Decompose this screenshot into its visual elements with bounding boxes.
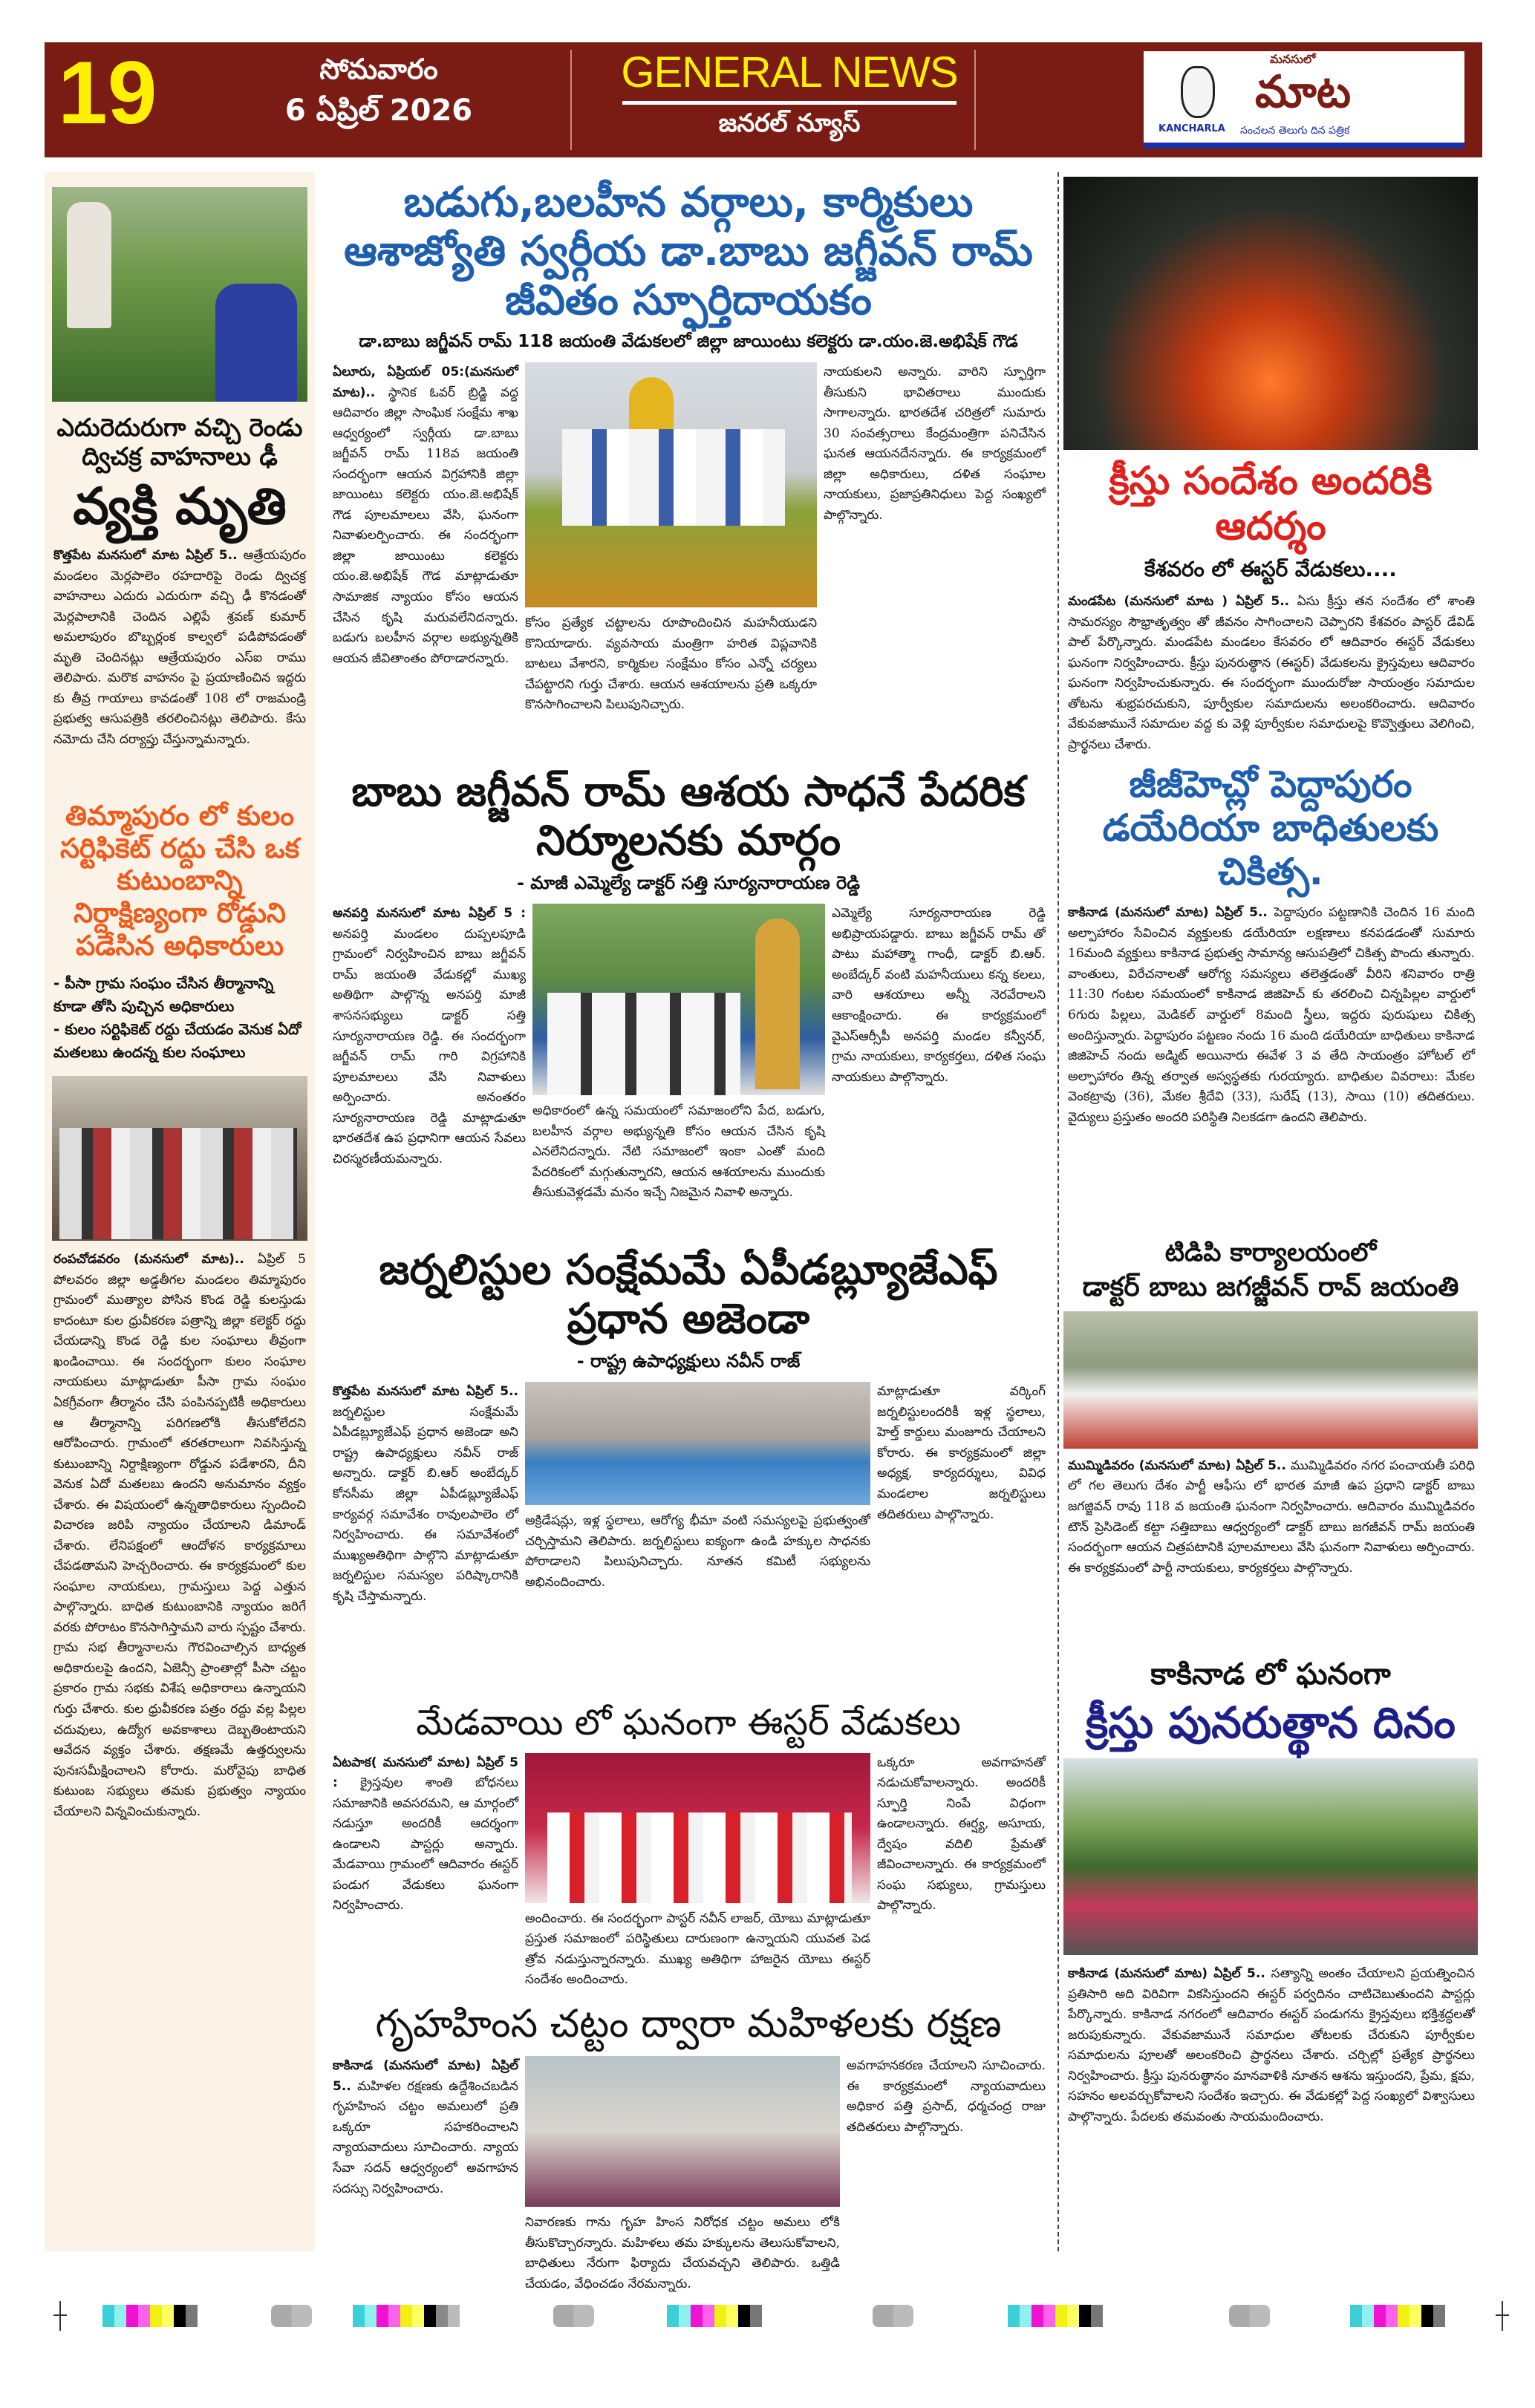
tdp-section [1063, 1238, 1478, 1650]
newspaper-logo[interactable] [1144, 51, 1464, 149]
caste-photo [52, 1076, 307, 1241]
easter-headline: మేడవాయి లో ఘనంగా ఈస్టర్ వేడుకలు [416, 1702, 961, 1743]
article-body: ఏసు క్రీస్తు తన సందేశం లో శాంతి సామరస్యం సౌభ్రాతృత్వం తో జీవనం సాగించాలని చెప్పారని కేశవరం పాస్టర్ డేవిడ్ పాల్ పేర్కొన్నారు. మండపేట మండలం కేసవరం లో ఆదివారం ఈస్టర్ వేడుకలు ఘనంగా నిర్వహించారు. క్రీస్తు పునరుత్థాన (ఈస్టర్) వేడుకలను క్రైస్తవులు ఆదివారం ఘనంగా నిర్వహించుకున్నారు. ఈ సందర్భంగా ముందురోజు సాయంత్రం సమాదుల తోటను శుభ్రపరచుకుని, పూర్వీకుల సమాదులను అలంకరించారు. ఆదివారం వేకువజామునే సమాదుల వద్ద కు వెళ్లి పూర్వీకుల సమాధులపై కొవ్వొత్తులు వెలిగించి, ప్రార్థనలు చేశారు. [1068, 594, 1476, 752]
accident-photo [52, 187, 307, 402]
caste-bullets [53, 972, 306, 1064]
jagjivan-col3: నాయకులని అన్నారు. వారిని స్ఫూర్తిగా తీసుకుని భావితరాలు ముందుకు సాగాలన్నారు. భారతదేశ చరిత్రలో సుమారు 30 సంవత్సరాలు కేంద్రమంత్రిగా పనిచేసిన ఘనత ఆయనదేనన్నారు. ఈ కార్యక్రమంలో జిల్లా అధికారులు, దళిత సంఘాల నాయకులు, ప్రజాప్రతినిధులు పెద్ద సంఖ్యలో పాల్గొన్నారు. [824, 365, 1046, 523]
logo-title: మాట [1255, 66, 1352, 118]
dateline: ఏటపాక( మనసులో మాట) ఏప్రిల్ 5 : [333, 1755, 518, 1791]
jagjivan-col1 [333, 362, 518, 669]
poverty-section [327, 768, 1050, 1236]
color-bar [102, 2305, 198, 2327]
bullet-item: - పీసా గ్రామ సంఘం చేసిన తీర్మానాన్ని కూడా తోసి పుచ్చిన అధికారులు [53, 974, 274, 1016]
section-title-te: జనరల్ న్యూస్ [718, 108, 861, 138]
divider [974, 50, 976, 150]
domestic-section [327, 2002, 1050, 2294]
poverty-photo [532, 904, 825, 1095]
tdp-headline: డాక్టర్ బాబు జగజ్జీవన్ రావ్ జయంతి [1082, 1272, 1459, 1303]
gray-patch [553, 2305, 594, 2327]
article-body: మహిళల రక్షణకు ఉద్దేశించబడిన గృహహింస చట్టం అమలులో ప్రతి ఒక్కరూ సహకరించాలని న్యాయవాదులు సూచించారు. న్యాయ సేవా సదన్ ఆధ్వర్యంలో అవగాహన సదస్సు నిర్వహించారు. [333, 2078, 518, 2196]
column-divider [1057, 172, 1059, 2251]
dateline: కొత్తపేట మనసులో మాట ఏప్రిల్ 5.. [53, 548, 238, 564]
masthead-date: 6 ఏప్రిల్ 2026 [284, 93, 473, 128]
article-body: స్థానిక ఓవర్ బ్రిడ్జి వద్ద ఆదివారం జిల్లా సాంఘిక సంక్షేమ శాఖ ఆధ్వర్యంలో స్వర్గీయ డా.బాబు జగ్జీవన్ రామ్ 118వ జయంతి సందర్భంగా ఆయన విగ్రహానికి జిల్లా జాయింటు కలెక్టరు యం.జె.అభిషేక్ గౌడ పూలమాలలు వేసి, ఘనంగా నివాళులర్పించారు. ఈ సందర్భంగా జిల్లా జాయింటు కలెక్టరు యం.జె.అభిషేక్ గౌడ మాట్లాడుతూ సామాజిక న్యాయం కోసం ఆయన చేసిన కృషి మరువలేనిదన్నారు. బడుగు బలహీన వర్గాల అభ్యున్నతికి ఆయన జీవితాంతం పోరాడారన్నారు. [333, 385, 518, 666]
dateline: కాకినాడ (మనసులో మాట) ఏప్రిల్ 5.. [1068, 1965, 1265, 1981]
section-underline [622, 101, 956, 105]
article-body: క్రైస్తవుల శాంతి బోధనలు సమాజానికి అవసరమని, ఆ మార్గంలో నడుస్తూ అందరికీ ఆదర్శంగా ఉండాలని పాస్టర్లు అన్నారు. మేడవాయి గ్రామంలో ఆదివారం ఈస్టర్ పండుగ వేడుకలు ఘనంగా నిర్వహించారు. [333, 1775, 518, 1913]
kakinada-section [1063, 1657, 1478, 2127]
logo-tagline: సంచలన తెలుగు దిన పత్రిక [1240, 125, 1350, 137]
bullet-item: - కులం సర్టిఫికెట్ రద్దు చేయడం వెనుక ఏదో మతలబు ఉందన్న కుల సంఘాలు [53, 1020, 302, 1062]
article-body: అనపర్తి మండలం దుప్పలపూడి గ్రామంలో నిర్వహించిన బాబు జగ్జీవన్ రామ్ జయంతి వేడుకల్లో ముఖ్య అతిథిగా పాల్గొన్న అనపర్తి మాజీ శాసనసభ్యులు డాక్టర్ సత్తి సూర్యనారాయణ రెడ్డి. ఈ సందర్భంగా జగ్జీవన్ రామ్ గారి విగ్రహానికి పూలమాలలు వేసి నివాళులు అర్పించారు. అనంతరం సూర్యనారాయణ రెడ్డి మాట్లాడుతూ భారతదేశ ఉప ప్రధానిగా ఆయన సేవలు చిరస్మరణీయమన్నారు. [333, 926, 526, 1167]
poverty-headline: బాబు జగ్జీవన్ రామ్ ఆశయ సాధనే పేదరిక నిర్మూలనకు మార్గం [351, 768, 1026, 866]
kakinada-headline-small: కాకినాడ లో ఘనంగా [1150, 1657, 1391, 1692]
kakinada-article [1068, 1964, 1475, 2127]
domestic-col1 [333, 2056, 518, 2199]
domestic-col3: అవగాహనకరణ చేయాలని సూచించారు. ఈ కార్యక్రమంలో న్యాయవాదులు అధికార పత్తి ప్రసాద్, ధర్మచంద్ర రాజు తదితరులు పాల్గొన్నారు. [847, 2058, 1046, 2135]
color-bar [353, 2305, 460, 2327]
left-column [49, 187, 310, 1822]
diarrhea-headline: జీజీహెచ్లో పెద్దాపురం డయేరియా బాధితులకు చికిత్స. [1102, 763, 1439, 894]
kakinada-headline: క్రీస్తు పునరుత్థాన దినం [1086, 1697, 1456, 1748]
caste-article [53, 1250, 306, 1822]
easter-col1 [333, 1753, 518, 1916]
dateline: ముమ్మిడివరం (మనసులో మాట) ఏప్రిల్ 5.. [1068, 1458, 1286, 1473]
portrait-icon [1181, 66, 1215, 118]
color-bar [667, 2305, 762, 2327]
accident-headline-small: ఎదురెదురుగా వచ్చి రెండు ద్విచక్ర వాహనాలు ఢీ [56, 413, 303, 471]
dateline: అనపర్తి మనసులో మాట ఏప్రిల్ 5 : [333, 906, 526, 921]
easter-col3: ఒక్కరూ అవగాహనతో నడుచుకోవాలన్నారు. అందరికీ స్ఫూర్తి నింపే విధంగా ఉండాలన్నారు. ఈర్ష్య, అసూయ, ద్వేషం వదిలి ప్రేమతో జీవించాలన్నారు. ఈ కార్యక్రమంలో సంఘ సభ్యులు, గ్రామస్తులు పాల్గొన్నారు. [877, 1755, 1046, 1913]
gray-patch [873, 2305, 913, 2327]
article-body: పెద్దాపురం పట్టణానికి చెందిన 16 మంది అల్పాహారం సేవించిన వ్యక్తులకు డయేరియా లక్షణాలు కనపడడంతో సుమారు 16మంది వ్యక్తులు కాకినాడ ప్రభుత్వ సామాన్య ఆసుపత్రిలో చికిత్స పొందు తున్నారు. వాంతులు, విరేచనాలతో ఆరోగ్య సమస్యలు తలెత్తడంతో వీరిని శనివారం రాత్రి 11:30 గంటల సమయంలో కాకినాడ జిజిహెచ్ కు తరలించి చిన్నపిల్లల వార్డులో 6గురు పిల్లలు, మెడికల్ వార్డులో 8మంది స్త్రీలు, ఇద్దరు పురుషులు చికిత్స అందిస్తున్నారు. పెద్దాపురం పట్టణం నందు 16 మంది డయేరియా బాధితులు కాకినాడ జిజిహెచ్ నందు అడ్మిట్ అయినారు ఈవేళ 3 వ తేది సాయంత్రం హోటల్ లో అల్పాహారం తిన్న తర్వాత అస్వస్థతకు గురయ్యారు. బాధితుల వివరాలు: మేకల వెంకట్రావు (36), మేకల శ్రీదేవి (33), సురేష్ (13), సాయి (10) తదితరులు. వైద్యులు ప్రస్తుతం అందరి పరిస్థితి నిలకడగా ఉందని తెలిపారు. [1068, 905, 1475, 1125]
poverty-subhead: - మాజీ ఎమ్మెల్యే డాక్టర్ సత్తి సూర్యనారాయణ రెడ్డి [516, 872, 861, 894]
dateline: ఏలూరు, ఏప్రియల్ 05:(మనసులో మాట).. [333, 365, 518, 400]
logo-small: మనసులో [1270, 52, 1316, 66]
article-body: ముమ్మిడివరం నగర పంచాయతీ పరిధి లో గల తెలుగు దేశం పార్టీ ఆఫీసు లో భారత మాజీ ఉప ప్రధాని డాక్టర్ బాబు జగజ్జివన్ రావు 118 వ జయంతి ఘనంగా నిర్వహించారు. ఆదివారం ముమ్మిడివరం టౌన్ ప్రెసిడెంట్ కట్టా సత్తిబాబు ఆధ్వర్యంలో డాక్టర్ బాబు జగజీవన్ రామ్ జయంతి సందర్భంగా ఆయన చిత్రపటానికి పూలమాలలు వేసి ఘనంగా నివాళులు అర్పించారు. ఈ కార్యక్రమంలో పార్టీ నాయకులు, కార్యకర్తలు పాల్గొన్నారు. [1068, 1458, 1475, 1576]
tdp-headline-small: టిడిపి కార్యాలయంలో [1164, 1238, 1377, 1268]
article-body: ఆత్రేయపురం మండలం మెర్లపాలెం రహదారిపై రెండు ద్విచక్ర వాహనాలు ఎదురు ఎదురుగా వచ్చి ఢీ కొనడంతో మెర్లపాలానికి చెందిన ఎల్లిపే శ్రవణ్ కుమార్ అమలాపురం బొబ్బర్లంక కాల్వలో పడిపోవడంతో మృతి చెందినట్లు ఆత్రేయపురం ఎస్ఐ రాము తెలిపారు. మరొక వాహనం పై ప్రయాణించిన ఇద్దరు కు తీవ్ర గాయాలు కావడంతో 108 లో రాజమండ్రి ప్రభుత్వ ఆసుపత్రికి తరలించినట్లు తెలిపారు. కేసు నమోదు చేసి దర్యాప్తు చేస్తున్నామన్నారు. [53, 548, 306, 747]
right-column [1063, 177, 1478, 2127]
section-title-en: GENERAL NEWS [621, 48, 958, 97]
diarrhea-section [1063, 763, 1478, 1230]
jagjivan-section [327, 178, 1050, 757]
domestic-headline: గృహహింస చట్టం ద్వారా మహిళలకు రక్షణ [375, 2002, 1002, 2046]
accident-section [49, 402, 310, 788]
domestic-col2: నివారణకు గాను గృహ హింస నిరోధక చట్టం అమలు లోకి తీసుకొచ్చారన్నారు. మహిళలు తమ హక్కులను తెలుసుకోవాలని, బాధితులు నేరుగా ఫిర్యాదు చేయవచ్చని తెలిపారు. ఒత్తిడి చేయడం, వేధించడం నేరమన్నారు. [525, 2215, 840, 2291]
easter-col2: అందించారు. ఈ సందర్భంగా పాస్టర్ నవీన్ లాజర్, యోబు మాట్లాడుతూ ప్రస్తుత సమాజంలో పరిస్థితులు దారుణంగా ఉన్నాయని యువత పెడ త్రోవ నడుస్తున్నారన్నారు. ముఖ్య అతిథిగా హాజరైన యోబు ఈస్టర్ సందేశం అందించారు. [525, 1911, 870, 1988]
tdp-photo [1063, 1311, 1478, 1449]
dateline: మండపేట (మనసులో మాట ) ఏప్రిల్ 5.. [1068, 594, 1290, 610]
journalists-col2: అక్రిడేషన్లు, ఇళ్ల స్థలాలు, ఆరోగ్య భీమా వంటి సమస్యలపై ప్రభుత్వంతో చర్చిస్తామని తెలిపారు. జర్నలిస్టులు ఐక్యంగా ఉండి హక్కుల సాధనకు పోరాడాలని పిలుపునిచ్చారు. నూతన కమిటీ సభ్యులను అభినందించారు. [525, 1513, 870, 1590]
color-bar [1350, 2305, 1445, 2327]
jagjivan-subhead: డా.బాబు జగ్జీవన్ రామ్ 118 జయంతి వేడుకలలో జిల్లా జాయింటు కలెక్టరు డా.యం.జె.అభిషేక్ గౌడ [359, 332, 1018, 352]
gray-patch [1229, 2305, 1270, 2327]
accident-article [53, 546, 306, 750]
diarrhea-article [1068, 903, 1475, 1128]
keshavaram-subhead: కేశవరం లో ఈస్టర్ వేడుకలు.... [1144, 556, 1397, 581]
journalists-headline: జర్నలిస్టుల సంక్షేమమే ఏపీడబ్ల్యూజేఎఫ్ ప్రధాన అజెండా [379, 1246, 998, 1344]
journalists-photo [525, 1382, 870, 1505]
masthead-datebox [215, 53, 542, 128]
domestic-photo [525, 2056, 840, 2207]
journalists-col3: మాట్లాడుతూ వర్కింగ్ జర్నలిస్టులందరికీ ఇళ్ల స్థలాలు, హెల్త్ కార్డులు మంజూరు చేయాలని కోరారు. ఈ కార్యక్రమంలో జిల్లా అధ్యక్ష, కార్యదర్శులు, వివిధ మండలాల జర్నలిస్టులు తదితరులు పాల్గొన్నారు. [877, 1384, 1046, 1522]
section-title-box [615, 48, 964, 138]
registration-mark [59, 2301, 61, 2331]
jagjivan-headline: బడుగు,బలహీన వర్గాలు, కార్మికులు ఆశాజ్యోతి స్వర్గీయ డా.బాబు జగ్జీవన్ రామ్ జీవితం స్ఫూర్తిదాయకం [344, 178, 1033, 325]
poverty-col2: అధికారంలో ఉన్న సమయంలో సమాజంలోని పేద, బడుగు, బలహీన వర్గాల అభ్యున్నతి కోసం ఆయన చేసిన కృషి ఎనలేనిదన్నారు. నేటి సమాజంలో ఇంకా ఎంతో మంది పేదరికంలో మగ్గుతున్నారని, ఆయన ఆశయాలను ముందుకు తీసుకువెళ్లడమే మనం ఇచ్చే నిజమైన నివాళి అన్నారు. [532, 1103, 825, 1201]
article-body: ఏప్రిల్ 5 పోలవరం జిల్లా అడ్డతీగల మండలం తిమ్మాపురం గ్రామంలో ముత్యాల పోసిన కొండ రెడ్డి కులస్తుడు కాదంటూ కుల ధ్రువీకరణ పత్రాన్ని జిల్లా కలెక్టర్ రద్దు చేయడాన్ని కొండ రెడ్డి కుల సంఘాలు తీవ్రంగా ఖండించాయి. ఈ సందర్భంగా కులం సంఘాల నాయకులు మాట్లాడుతూ పీసా గ్రామ సంఘం ఏకగ్రీవంగా తీర్మానం చేసి పంపినప్పటికీ అధికారులు ఆ తీర్మానాన్ని పరిగణలోకి తీసుకోలేదని ఆరోపించారు. గ్రామంలో తరతరాలుగా నివసిస్తున్న కుటుంబాన్ని నిర్దాక్షిణ్యంగా రోడ్డున పడేశారని, దీని వెనుక ఏదో మతలబు ఉందని అనుమానం వ్యక్తం చేశారు. ఈ విషయంలో ఉన్నతాధికారులు స్పందించి విచారణ జరిపి న్యాయం చేయాలని డిమాండ్ చేశారు. లేనిపక్షంలో ఆందోళన కార్యక్రమాలు చేపడతామని హెచ్చరించారు. ఈ కార్యక్రమంలో కుల సంఘాల నాయకులు, గ్రామస్తులు పెద్ద ఎత్తున పాల్గొన్నారు. బాధిత కుటుంబానికి న్యాయం జరిగే వరకు పోరాటం కొనసాగిస్తామని వారు స్పష్టం చేశారు. గ్రామ సభ తీర్మానాలను గౌరవించాల్సిన బాధ్యత అధికారులపై ఉందని, ఏజెన్సీ ప్రాంతాల్లో పీసా చట్టం ప్రకారం గ్రామ సభకు విశేష అధికారాలు ఉన్నాయని గుర్తు చేశారు. కుల ధ్రువీకరణ పత్రం రద్దు వల్ల పిల్లల చదువులు, ఉద్యోగ అవకాశాలు దెబ్బతింటాయని ఆవేదన వ్యక్తం చేశారు. తక్షణమే ఉత్తర్వులను పునఃసమీక్షించాలని కోరారు. మరోవైపు బాధిత కుటుంబ సభ్యులు తమకు ప్రభుత్వం న్యాయం చేయాలని విన్నవించుకున్నారు. [53, 1252, 306, 1819]
keshavaram-headline: క్రీస్తు సందేశం అందరికి ఆదర్శం [1109, 459, 1433, 549]
dateline: కాకినాడ (మనసులో మాట) ఏప్రిల్ 5.. [1068, 905, 1268, 921]
dateline: కొత్తపేట మనసులో మాట ఏప్రిల్ 5.. [333, 1384, 518, 1400]
poverty-columns [327, 904, 1050, 1204]
middle-column [327, 178, 1050, 2294]
journalists-subhead: - రాష్ట్ర ఉపాధ్యక్షులు నవీన్ రాజ్ [576, 1351, 801, 1372]
gray-patch [271, 2305, 312, 2327]
logo-brand: KANCHARLA [1158, 123, 1225, 134]
keshavaram-photo [1063, 177, 1478, 450]
tdp-article [1068, 1456, 1475, 1579]
easter-section [327, 1702, 1050, 1991]
caste-headline: తిమ్మాపురం లో కులం సర్టిఫికెట్ రద్దు చేసి ఒక కుటుంబాన్ని నిర్దాక్షిణ్యంగా రోడ్డుని పడేసిన అధికారులు [59, 800, 300, 962]
article-body: జర్నలిస్టుల సంక్షేమమే ఏపీడబ్ల్యూజేఎఫ్ ప్రధాన అజెండా అని రాష్ట్ర ఉపాధ్యక్షులు నవీన్ రాజ్ అన్నారు. డాక్టర్ బి.ఆర్ అంబేద్కర్ కోనసీమ జిల్లా ఏపీడబ్ల్యూజేఎఫ్ కార్యవర్గ సమావేశం రావులపాలెం లో నిర్వహించారు. ఈ సమావేశంలో ముఖ్యఅతిథిగా పాల్గొని మాట్లాడుతూ జర్నలిస్టుల సమస్యల పరిష్కారానికి కృషి చేస్తామన్నారు. [333, 1404, 518, 1604]
poverty-col1 [333, 904, 526, 1169]
divider [570, 50, 572, 150]
accident-headline: వ్యక్తి మృతి [73, 477, 287, 536]
dateline: కాకినాడ (మనసులో మాట) ఏప్రిల్ 5.. [333, 2058, 518, 2094]
easter-photo [525, 1753, 870, 1903]
masthead [45, 42, 1482, 157]
journalists-section [327, 1246, 1050, 1691]
easter-columns [327, 1753, 1050, 1991]
domestic-columns [327, 2056, 1050, 2294]
journalists-columns [327, 1382, 1050, 1607]
color-bar [1008, 2305, 1103, 2327]
registration-mark [1502, 2301, 1503, 2331]
page-number: 19 [58, 43, 157, 143]
article-body: సత్యాన్ని అంతం చేయాలని ప్రయత్నించిన ప్రతిసారి అది విరివిగా వికసిస్తుందని ఈస్టర్ పర్వదినం చాటిచెబుతుందని పాస్టర్లు పేర్కొన్నారు. కాకినాడ నగరంలో ఆదివారం ఈస్టర్ పండుగను క్రైస్తవులు భక్తిశ్రద్ధలతో జరుపుకున్నారు. వేకువజామునే సమాధుల తోటలకు చేరుకుని పూర్వీకుల సమాధులను పూలతో అలంకరించి ప్రార్థనలు చేశారు. చర్చిల్లో ప్రత్యేక ప్రార్థనలు నిర్వహించారు. క్రీస్తు పునరుత్థానం మానవాళికి నూతన ఆశను ఇస్తుందని, ప్రేమ, క్షమ, సహనం అలవర్చుకోవాలని సందేశం ఇచ్చారు. ఈ వేడుకల్లో పెద్ద సంఖ్యలో విశ్వాసులు పాల్గొన్నారు. పేదలకు తమవంతు సాయమందించారు. [1068, 1965, 1475, 2124]
journalists-col1 [333, 1382, 518, 1607]
jagjivan-photo [525, 362, 817, 607]
jagjivan-col2: కోసం ప్రత్యేక చట్టాలను రూపొందించిన మహనీయుడని కొనియాడారు. వ్యవసాయ మంత్రిగా హరిత విప్లవానికి బాటలు వేశారని, కార్మికుల సంక్షేమం కోసం ఎన్నో చర్యలు చేపట్టారని గుర్తు చేశారు. ఆయన ఆశయాలను ప్రతి ఒక్కరూ కొనసాగించాలని పిలుపునిచ్చారు. [525, 616, 817, 713]
keshavaram-section [1063, 177, 1478, 755]
keshavaram-article [1068, 592, 1475, 755]
poverty-col3: ఎమ్మెల్యే సూర్యనారాయణ రెడ్డి అభిప్రాయపడ్డారు. బాబు జగ్జీవన్ రామ్ తో పాటు మహాత్మా గాంధీ, డాక్టర్ బి.ఆర్. అంబేద్కర్ వంటి మహనీయులు కన్న కలలు, వారి ఆశయాలు అన్నీ నెరవేరాలని ఆకాంక్షించారు. ఈ కార్యక్రమంలో వైఎస్ఆర్సీపీ అనపర్తి మండల కన్వీనర్, గ్రామ నాయకులు, కార్యకర్తలు, దళిత సంఘ నాయకులు పాల్గొన్నారు. [832, 906, 1046, 1085]
masthead-day: సోమవారం [319, 53, 438, 85]
dateline: రంపచోడవరం (మనసులో మాట).. [53, 1252, 244, 1267]
jagjivan-columns [327, 362, 1050, 716]
kakinada-photo [1063, 1758, 1478, 1955]
